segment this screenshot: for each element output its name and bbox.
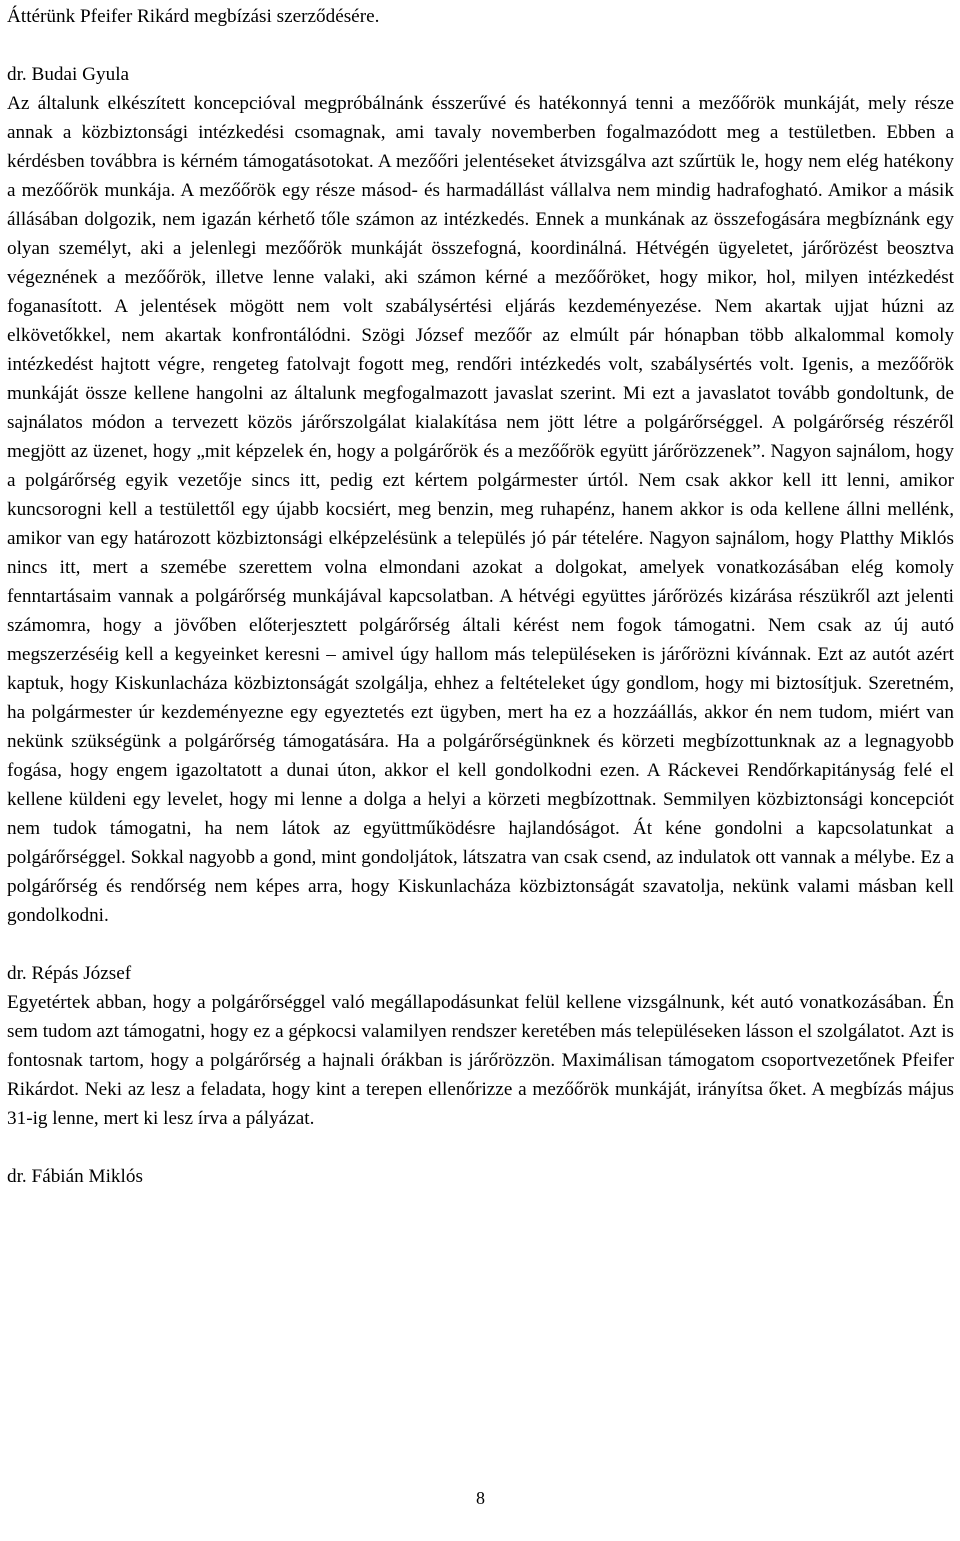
document-page [7, 0, 954, 1541]
paragraph-spacer [7, 930, 954, 959]
paragraph-spacer [7, 1133, 954, 1162]
speaker-name: dr. Répás József [7, 963, 132, 984]
page-number: 8 [476, 1488, 485, 1508]
speaker-name: dr. Fábián Miklós [7, 1166, 143, 1187]
speaker-name: dr. Budai Gyula [7, 64, 130, 85]
agenda-intro: Áttérünk Pfeifer Rikárd megbízási szerződésére. [7, 6, 380, 27]
speaker-statement: Egyetértek abban, hogy a polgárőrséggel való megállapodásunkat felül kellene vizsgálnunk, két autó vonatkozásában. Én sem tudom azt támogatni, hogy ez a gépkocsi valamilyen rendszer keretében más településeken lásson el szolgálatot. Azt is fontosnak tartom, hogy a polgárőrség a hajnali órákban is járőrözzön. Maximálisan támogatom csoportvezetőnek Pfeifer Rikárdot. Neki az lesz a feladata, hogy kint a terepen ellenőrizze a mezőőrök munkáját, irányítsa őket. A megbízás május 31-ig lenne, mert ki lesz írva a pályázat. [7, 992, 954, 1129]
speaker-statement: Az általunk elkészített koncepcióval megpróbálnánk ésszerűvé és hatékonnyá tenni a mezőőrök munkáját, mely része annak a közbiztonsági intézkedési csomagnak, ami tavaly novemberben fogalmazódott meg a testületben. Ebben a kérdésben továbbra is kérném támogatásotokat. A mezőőri jelentéseket átvizsgálva azt szűrtük le, hogy nem elég hatékony a mezőőrök munkája. A mezőőrök egy része másod- és harmadállást vállalva nem mindig hadrafogható. Amikor a másik állásában dolgozik, nem igazán kérhető tőle számon az intézkedés. Ennek a munkának az összefogására megbíznánk egy olyan személyt, aki a jelenlegi mezőőrök munkáját összefogná, koordinálná. Hétvégén ügyeletet, járőrözést beosztva végeznének a mezőőrök, illetve lenne valaki, aki számon kérné a mezőőröket, hogy mikor, hol, milyen intézkedést foganasított. A jelentések mögött nem volt szabálysértési eljárás kezdeményezése. Nem akartak ujjat húzni az elkövetőkkel, nem akartak konfrontálódni. Szögi József mezőőr az elmúlt pár hónapban több alkalommal komoly intézkedést hajtott végre, rengeteg fatolvajt fogott meg, rendőri intézkedés volt, szabálysértés volt. Igenis, a mezőőrök munkáját össze kellene hangolni az általunk megfogalmazott javaslat szerint. Mi ezt a javaslatot tovább gondoltunk, de sajnálatos módon a tervezett közös járőrszolgálat kialakítása nem jött létre a polgárőrséggel. A polgárőrség részéről megjött az üzenet, hogy „mit képzelek én, hogy a polgárőrök és a mezőőrök együtt járőrözzenek”. Nagyon sajnálom, hogy a polgárőrség egyik vezetője sincs itt, pedig ezt kértem polgármester úrtól. Nem csak akkor kell itt lenni, amikor kuncsorogni kell a testülettől egy újabb kocsiért, meg benzin, meg ruhapénz, hanem akkor is oda kellene állni mellénk, amikor van egy határozott közbiztonsági elképzelésünk a település jó pár tételére. Nagyon sajnálom, hogy Platthy Miklós nincs itt, mert a szemébe szerettem volna elmondani azokat a dolgokat, amelyek vonatkozásában elég komoly fenntartásaim vannak a polgárőrség munkájával kapcsolatban. A hétvégi együttes járőrözés kizárása részükről azt jelenti számomra, hogy a jövőben előterjesztett polgárőrség általi kérést nem fogok támogatni. Nem csak az új autó megszerzéséig kell a kegyeinket keresni – amivel úgy hallom más településeken is járőrözni kívánnak. Ezt az autót azért kaptuk, hogy Kiskunlacháza közbiztonságát szolgálja, ehhez a feltételeket úgy gondlom, hogy mi biztosítjuk. Szeretném, ha polgármester úr kezdeményezne egy egyeztetés ezt ügyben, mert ha ez a hozzáállás, akkor én nem tudom, miért van nekünk szükségünk a polgárőrség támogatására. Ha a polgárőrségünknek és körzeti megbízottunknak az a legnagyobb fogása, hogy engem igazoltatott a dunai úton, akkor el kell gondolkodni ezen. A Ráckevei Rendőrkapitányság felé el kellene küldeni egy levelet, hogy mi lenne a dolga a helyi a körzeti megbízottnak. Semmilyen közbiztonsági koncepciót nem tudok támogatni, ha nem látok az együttműködésre hajlandóságot. Át kéne gondolni a kapcsolatunkat a polgárőrséggel. Sokkal nagyobb a gond, mint gondoljátok, látszatra van csak csend, az indulatok ott vannak a mélybe. Ez a polgárőrség és rendőrség nem képes arra, hogy Kiskunlacháza közbiztonságát szavatolja, nekünk valami másban kell gondolkodni. [7, 93, 954, 926]
paragraph-spacer [7, 31, 954, 60]
